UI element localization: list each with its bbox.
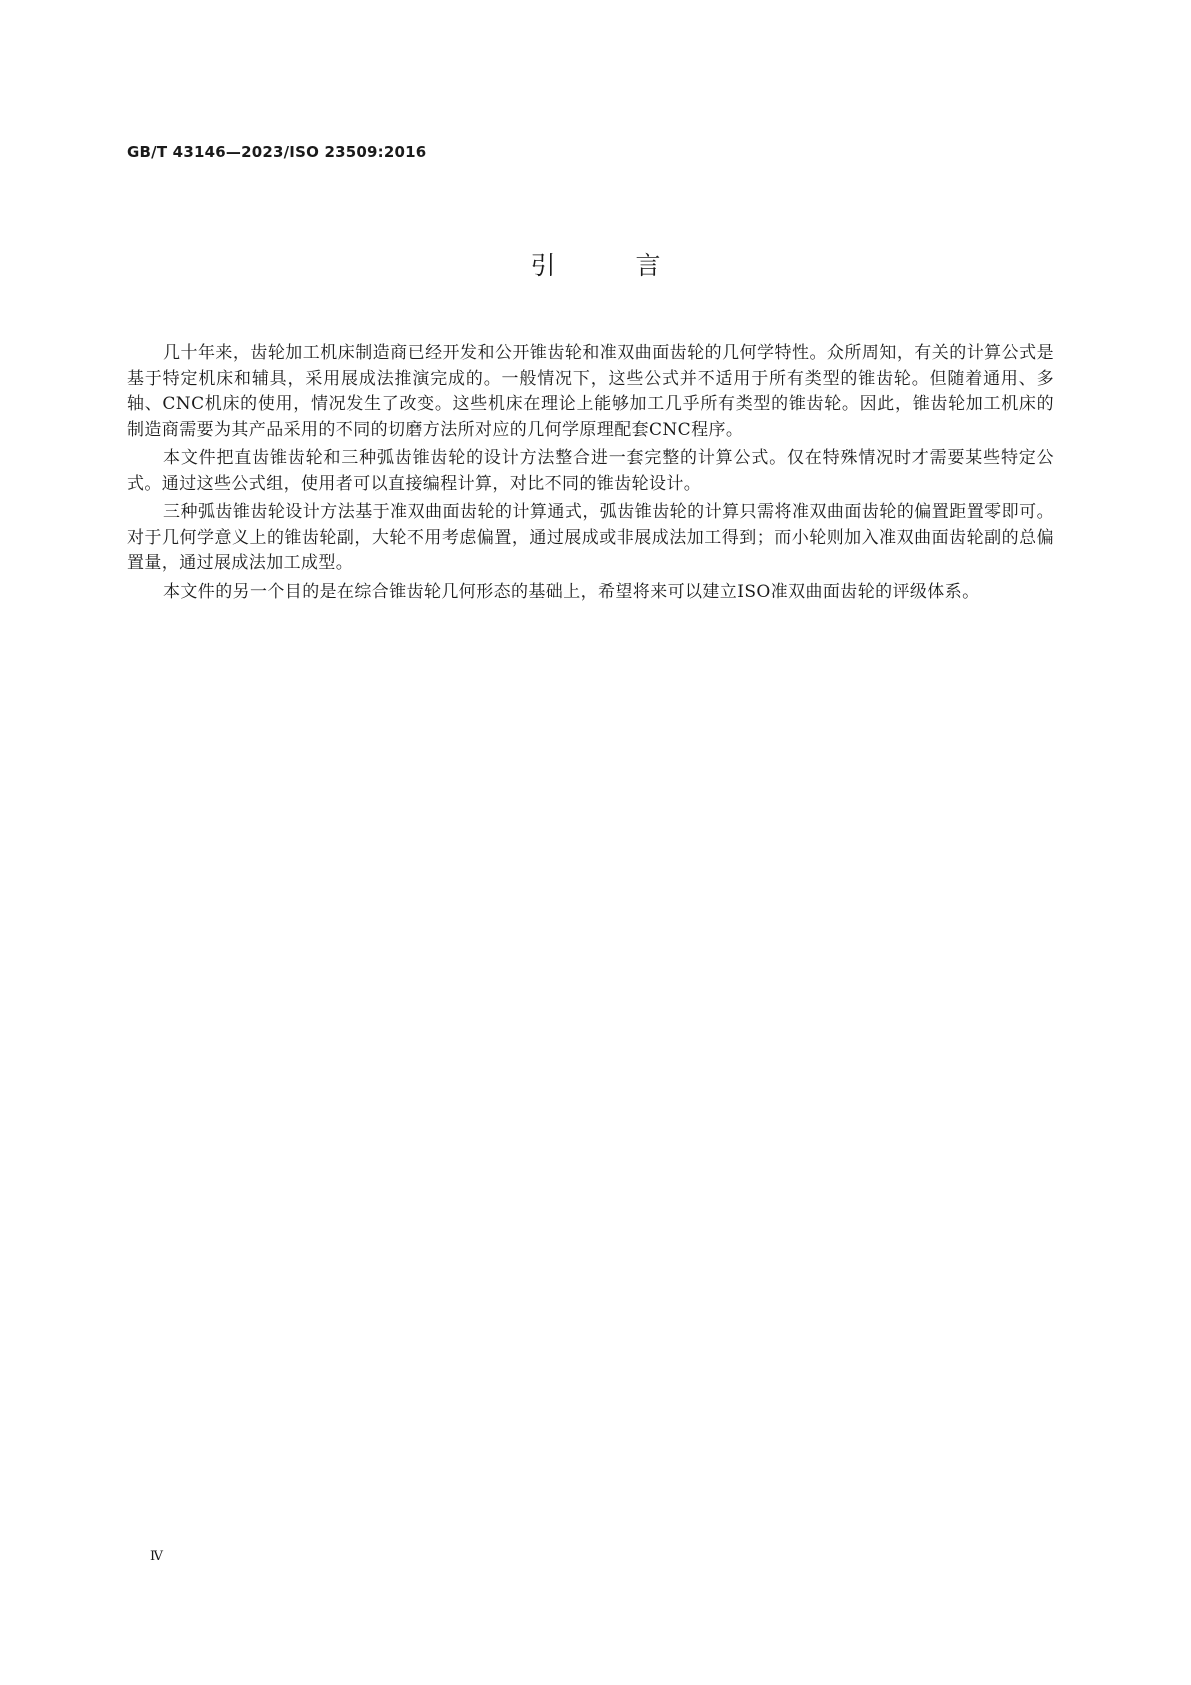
introduction-body: [127, 341, 1054, 608]
paragraph-4: 本文件的另一个目的是在综合锥齿轮几何形态的基础上，希望将来可以建立ISO准双曲面齿轮的评级体系。: [163, 581, 980, 602]
standard-code: GB/T 43146—2023/ISO 23509:2016: [127, 143, 427, 161]
paragraph-2: 本文件把直齿锥齿轮和三种弧齿锥齿轮的设计方法整合进一套完整的计算公式。仅在特殊情况时才需要某些特定公式。通过这些公式组，使用者可以直接编程计算，对比不同的锥齿轮设计。: [127, 448, 1054, 494]
page-number: Ⅳ: [150, 1549, 163, 1564]
title-char-2: 言: [635, 251, 661, 280]
page-title: [0, 246, 1191, 282]
paragraph-3: 三种弧齿锥齿轮设计方法基于准双曲面齿轮的计算通式，弧齿锥齿轮的计算只需将准双曲面齿轮的偏置距置零即可。对于几何学意义上的锥齿轮副，大轮不用考虑偏置，通过展成或非展成法加工得到；而小轮则加入准双曲面齿轮副的总偏置量，通过展成法加工成型。: [127, 502, 1054, 573]
title-char-1: 引: [530, 251, 556, 280]
paragraph-1: 几十年来，齿轮加工机床制造商已经开发和公开锥齿轮和准双曲面齿轮的几何学特性。众所周知，有关的计算公式是基于特定机床和辅具，采用展成法推演完成的。一般情况下，这些公式并不适用于所有类型的锥齿轮。但随着通用、多轴、CNC机床的使用，情况发生了改变。这些机床在理论上能够加工几乎所有类型的锥齿轮。因此，锥齿轮加工机床的制造商需要为其产品采用的不同的切磨方法所对应的几何学原理配套CNC程序。: [127, 343, 1054, 440]
